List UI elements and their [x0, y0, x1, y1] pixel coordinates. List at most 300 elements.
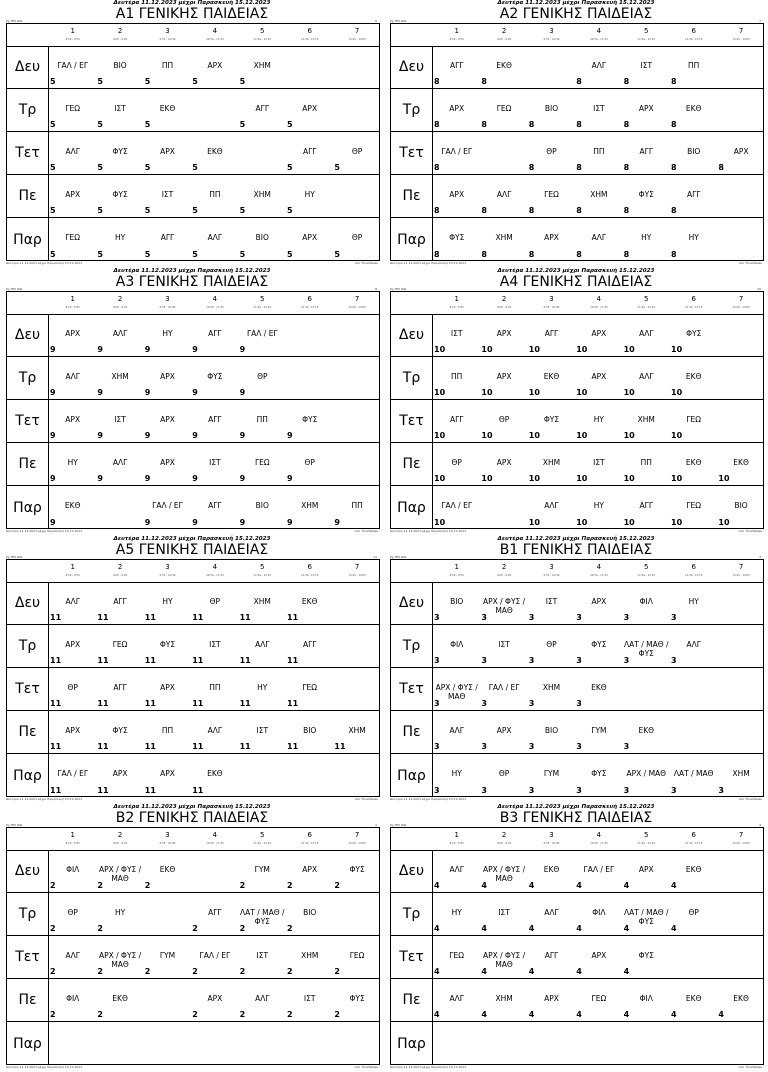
- lesson-cell[interactable]: [670, 893, 717, 935]
- lesson-cell[interactable]: [528, 443, 575, 485]
- lesson-cell[interactable]: [333, 486, 380, 529]
- lesson-cell[interactable]: [433, 711, 480, 753]
- lesson-cell[interactable]: [333, 711, 380, 753]
- lesson-cell[interactable]: [49, 582, 96, 624]
- class-title: Β3 ΓΕΝΙΚΗΣ ΠΑΙΔΕΙΑΣ: [499, 810, 653, 826]
- class-number: 11: [50, 656, 62, 665]
- lesson-cell[interactable]: [49, 850, 96, 892]
- lesson-cell[interactable]: [528, 175, 575, 217]
- lesson-cell[interactable]: [144, 668, 191, 710]
- lesson-cell[interactable]: [433, 89, 480, 131]
- lesson-cell[interactable]: [144, 443, 191, 485]
- lesson-cell[interactable]: [623, 936, 670, 978]
- period-header-cell: [528, 828, 575, 850]
- lesson-cell[interactable]: [670, 979, 717, 1021]
- lesson-cell[interactable]: [49, 936, 96, 978]
- period-header: [7, 24, 379, 47]
- lesson-cell[interactable]: [670, 218, 717, 261]
- lesson-cell[interactable]: [191, 46, 238, 88]
- lesson-cell[interactable]: [623, 582, 670, 624]
- lesson-cell[interactable]: [528, 754, 575, 797]
- lesson-subject: ΑΡΧ: [449, 104, 465, 114]
- class-number: 4: [481, 967, 487, 976]
- lesson-cell[interactable]: [239, 711, 286, 753]
- lesson-cell[interactable]: [144, 400, 191, 442]
- day-row: [391, 175, 763, 218]
- lesson-subject: ΑΡΧ: [65, 190, 81, 200]
- lesson-cell[interactable]: [575, 582, 622, 624]
- lesson-cell[interactable]: [239, 314, 286, 356]
- lesson-cell[interactable]: [191, 668, 238, 710]
- lesson-cell[interactable]: [717, 979, 764, 1021]
- lesson-cell[interactable]: [286, 486, 333, 529]
- day-row: [391, 132, 763, 175]
- lesson-cell[interactable]: [49, 314, 96, 356]
- lesson-cell[interactable]: [96, 89, 143, 131]
- lesson-cell[interactable]: [286, 668, 333, 710]
- lesson-cell[interactable]: [575, 314, 622, 356]
- class-number: 8: [481, 120, 487, 129]
- lesson-cell[interactable]: [575, 893, 622, 935]
- lesson-cell[interactable]: [623, 400, 670, 442]
- lesson-cell[interactable]: [480, 893, 527, 935]
- lesson-cell[interactable]: [480, 711, 527, 753]
- lesson-cell[interactable]: [96, 218, 143, 261]
- lesson-cell[interactable]: [717, 486, 764, 529]
- lesson-cell[interactable]: [575, 754, 622, 797]
- lesson-cell[interactable]: [480, 218, 527, 261]
- lesson-cell[interactable]: [670, 486, 717, 529]
- class-number: 9: [287, 518, 293, 527]
- lesson-cell[interactable]: [286, 582, 333, 624]
- lesson-cell[interactable]: [670, 46, 717, 88]
- lesson-cell[interactable]: [480, 754, 527, 797]
- lesson-cell[interactable]: [433, 625, 480, 667]
- lesson-subject: ΠΠ: [256, 415, 268, 425]
- lesson-cell[interactable]: [96, 668, 143, 710]
- lesson-cell[interactable]: [49, 400, 96, 442]
- lesson-cell[interactable]: [286, 400, 333, 442]
- lesson-cell[interactable]: [528, 582, 575, 624]
- lesson-cell[interactable]: [623, 357, 670, 399]
- lesson-cell[interactable]: [433, 175, 480, 217]
- class-number: 10: [576, 345, 588, 354]
- lesson-cell[interactable]: [286, 850, 333, 892]
- lesson-cell[interactable]: [433, 218, 480, 261]
- lesson-cell[interactable]: [623, 711, 670, 753]
- lesson-cell[interactable]: [433, 979, 480, 1021]
- lesson-cell[interactable]: [239, 89, 286, 131]
- lesson-cell[interactable]: [49, 89, 96, 131]
- lesson-cell[interactable]: [333, 850, 380, 892]
- lesson-subject: ΦΥΣ: [686, 329, 702, 339]
- timetable-sheet: [3, 804, 381, 1072]
- lesson-subject: ΒΙΟ: [450, 597, 464, 607]
- lesson-cell[interactable]: [433, 46, 480, 88]
- lesson-cell[interactable]: [433, 893, 480, 935]
- lesson-cell[interactable]: [528, 132, 575, 174]
- lesson-cell[interactable]: [144, 936, 191, 978]
- lesson-cell[interactable]: [191, 979, 238, 1021]
- lesson-cell[interactable]: [96, 443, 143, 485]
- lesson-cell[interactable]: [239, 893, 286, 935]
- lesson-cell[interactable]: [433, 314, 480, 356]
- class-number: 10: [481, 388, 493, 397]
- lesson-cell[interactable]: [670, 314, 717, 356]
- lesson-cell[interactable]: [191, 582, 238, 624]
- lesson-cell[interactable]: [433, 443, 480, 485]
- lesson-cell[interactable]: [670, 582, 717, 624]
- lesson-cell[interactable]: [144, 711, 191, 753]
- lesson-cell[interactable]: [239, 443, 286, 485]
- lesson-cell[interactable]: [191, 132, 238, 174]
- footer-software: aSc TimeTables: [354, 797, 378, 801]
- lesson-cell[interactable]: [528, 893, 575, 935]
- lesson-cell[interactable]: [333, 979, 380, 1021]
- lesson-cell[interactable]: [670, 850, 717, 892]
- lesson-cell[interactable]: [96, 936, 143, 978]
- day-label: Τρ: [7, 89, 49, 131]
- lesson-cell[interactable]: [528, 218, 575, 261]
- lesson-cell[interactable]: [96, 711, 143, 753]
- lesson-subject: ΓΕΩ: [65, 104, 81, 114]
- lesson-cell[interactable]: [575, 936, 622, 978]
- lesson-cell[interactable]: [144, 218, 191, 261]
- period-time: 9:00 - 9:45: [496, 38, 512, 41]
- lesson-cell[interactable]: [96, 979, 143, 1021]
- lesson-cell[interactable]: [239, 625, 286, 667]
- lesson-subject: ΓΥΜ: [159, 951, 176, 961]
- class-number: 3: [481, 699, 487, 708]
- lesson-cell[interactable]: [191, 711, 238, 753]
- lesson-cell[interactable]: [96, 582, 143, 624]
- lesson-cell[interactable]: [623, 893, 670, 935]
- lesson-cell[interactable]: [623, 218, 670, 261]
- lesson-cell[interactable]: [623, 979, 670, 1021]
- lesson-cell[interactable]: [433, 400, 480, 442]
- class-number: 4: [623, 881, 630, 890]
- lesson-subject: ΓΕΩ: [112, 640, 128, 650]
- lesson-cell[interactable]: [575, 625, 622, 667]
- lesson-cell[interactable]: [575, 357, 622, 399]
- class-number: 2: [239, 1010, 246, 1019]
- lesson-cell[interactable]: [528, 486, 575, 529]
- lesson-cell[interactable]: [96, 46, 143, 88]
- lesson-cell[interactable]: [49, 218, 96, 261]
- lesson-cell[interactable]: [191, 936, 238, 978]
- lesson-cell[interactable]: [144, 754, 191, 797]
- lesson-cell[interactable]: [433, 486, 480, 529]
- lesson-cell[interactable]: [49, 132, 96, 174]
- lesson-cell[interactable]: [433, 668, 480, 710]
- lesson-cell[interactable]: [623, 132, 670, 174]
- class-number: 11: [97, 786, 109, 795]
- lesson-cell[interactable]: [191, 486, 238, 529]
- lesson-cell[interactable]: [49, 486, 96, 529]
- lesson-cell[interactable]: [49, 893, 96, 935]
- lesson-cell[interactable]: [717, 132, 764, 174]
- lesson-cell[interactable]: [286, 218, 333, 261]
- lesson-cell[interactable]: [433, 754, 480, 797]
- lesson-cell[interactable]: [433, 936, 480, 978]
- lesson-cell[interactable]: [191, 218, 238, 261]
- lesson-cell[interactable]: [528, 400, 575, 442]
- lesson-cell[interactable]: [575, 711, 622, 753]
- lesson-cell[interactable]: [575, 46, 622, 88]
- class-number: 8: [528, 206, 535, 215]
- period-number: 6: [691, 295, 696, 303]
- lesson-cell[interactable]: [528, 979, 575, 1021]
- lesson-cell[interactable]: [333, 132, 380, 174]
- lesson-cell[interactable]: [144, 89, 191, 131]
- lesson-cell[interactable]: [623, 754, 670, 797]
- class-number: 9: [287, 431, 293, 440]
- lesson-cell[interactable]: [623, 443, 670, 485]
- lesson-cell[interactable]: [575, 218, 622, 261]
- lesson-cell[interactable]: [575, 89, 622, 131]
- class-number: 2: [192, 1010, 198, 1019]
- lesson-cell[interactable]: [575, 850, 622, 892]
- lesson-subject: ΦΥΣ: [449, 233, 465, 243]
- lesson-cell[interactable]: [49, 46, 96, 88]
- class-number: 4: [528, 1010, 535, 1019]
- lesson-cell[interactable]: [96, 850, 143, 892]
- lesson-cell[interactable]: [49, 357, 96, 399]
- lesson-cell[interactable]: [239, 936, 286, 978]
- lesson-cell[interactable]: [49, 443, 96, 485]
- lesson-cell[interactable]: [49, 625, 96, 667]
- day-row: [391, 936, 763, 979]
- lesson-cell[interactable]: [239, 175, 286, 217]
- lesson-cell[interactable]: [239, 582, 286, 624]
- week-subtitle: Δευτέρα 11.12.2023 μέχρι Παρασκευή 15.12.2023: [113, 0, 271, 6]
- class-number: 8: [576, 120, 582, 129]
- lesson-cell[interactable]: [49, 711, 96, 753]
- period-time: 8:10 - 8:55: [449, 842, 464, 845]
- lesson-cell[interactable]: [670, 400, 717, 442]
- class-title: Α1 ΓΕΝΙΚΗΣ ΠΑΙΔΕΙΑΣ: [115, 6, 269, 22]
- lesson-cell[interactable]: [433, 582, 480, 624]
- lesson-cell[interactable]: [144, 175, 191, 217]
- lesson-cell[interactable]: [480, 625, 527, 667]
- lesson-cell[interactable]: [286, 625, 333, 667]
- lesson-cell[interactable]: [480, 443, 527, 485]
- lesson-cell[interactable]: [96, 400, 143, 442]
- lesson-cell[interactable]: [144, 357, 191, 399]
- lesson-cell[interactable]: [144, 314, 191, 356]
- lesson-cell[interactable]: [480, 582, 527, 624]
- period-number: 6: [307, 295, 312, 303]
- lesson-subject: ΑΓΓ: [544, 951, 559, 961]
- lesson-cell[interactable]: [717, 443, 764, 485]
- lesson-cell[interactable]: [49, 175, 96, 217]
- lesson-cell[interactable]: [623, 314, 670, 356]
- timetable-sheet: [387, 268, 765, 536]
- lesson-cell[interactable]: [623, 625, 670, 667]
- lesson-subject: ΗΥ: [451, 769, 462, 779]
- lesson-cell[interactable]: [286, 936, 333, 978]
- lesson-cell[interactable]: [144, 132, 191, 174]
- lesson-cell[interactable]: [239, 979, 286, 1021]
- lesson-cell[interactable]: [528, 850, 575, 892]
- class-number: 11: [144, 613, 156, 622]
- lesson-cell[interactable]: [480, 46, 527, 88]
- lesson-subject: ΓΥΜ: [543, 769, 560, 779]
- lesson-cell[interactable]: [480, 175, 527, 217]
- class-number: 9: [50, 431, 56, 440]
- lesson-cell[interactable]: [239, 400, 286, 442]
- lesson-cell[interactable]: [528, 357, 575, 399]
- lesson-subject: ΠΠ: [209, 683, 221, 693]
- lesson-cell[interactable]: [670, 625, 717, 667]
- lesson-cell[interactable]: [670, 89, 717, 131]
- lesson-cell[interactable]: [480, 979, 527, 1021]
- lesson-cell[interactable]: [96, 625, 143, 667]
- lesson-cell[interactable]: [623, 486, 670, 529]
- lesson-cell[interactable]: [433, 132, 480, 174]
- lesson-subject: ΦΥΣ: [349, 865, 365, 875]
- lesson-subject: ΙΣΤ: [303, 994, 316, 1004]
- lesson-cell[interactable]: [528, 314, 575, 356]
- lesson-cell[interactable]: [286, 893, 333, 935]
- lesson-cell[interactable]: [670, 754, 717, 797]
- lesson-cell[interactable]: [96, 357, 143, 399]
- lesson-subject: ΧΗΜ: [495, 233, 513, 243]
- lesson-cell[interactable]: [528, 936, 575, 978]
- period-number: 3: [165, 27, 170, 35]
- lesson-cell[interactable]: [575, 486, 622, 529]
- lesson-subject: ΓΑΛ / ΕΓ: [583, 865, 615, 875]
- lesson-cell[interactable]: [191, 443, 238, 485]
- class-number: 9: [144, 431, 151, 440]
- lesson-cell[interactable]: [96, 314, 143, 356]
- class-number: 5: [97, 206, 103, 215]
- lesson-cell[interactable]: [96, 132, 143, 174]
- lesson-cell[interactable]: [575, 175, 622, 217]
- lesson-cell[interactable]: [575, 400, 622, 442]
- lesson-cell[interactable]: [717, 754, 764, 797]
- lesson-cell[interactable]: [49, 754, 96, 797]
- lesson-cell[interactable]: [239, 46, 286, 88]
- lesson-cell[interactable]: [623, 850, 670, 892]
- lesson-cell[interactable]: [575, 979, 622, 1021]
- day-label: Τετ: [7, 132, 49, 174]
- class-number: 11: [287, 742, 299, 751]
- day-row: [391, 1022, 763, 1065]
- lesson-cell[interactable]: [286, 711, 333, 753]
- lesson-cell[interactable]: [480, 89, 527, 131]
- lesson-cell[interactable]: [144, 46, 191, 88]
- lesson-cell[interactable]: [239, 357, 286, 399]
- lesson-cell[interactable]: [239, 486, 286, 529]
- lesson-cell[interactable]: [670, 357, 717, 399]
- lesson-cell[interactable]: [480, 936, 527, 978]
- lesson-cell[interactable]: [286, 979, 333, 1021]
- lesson-cell[interactable]: [670, 132, 717, 174]
- lesson-cell[interactable]: [480, 357, 527, 399]
- lesson-cell[interactable]: [286, 132, 333, 174]
- period-number: 5: [644, 27, 649, 35]
- lesson-cell[interactable]: [480, 314, 527, 356]
- lesson-subject: ΕΚΘ: [496, 61, 512, 71]
- lesson-cell[interactable]: [239, 218, 286, 261]
- lesson-subject: ΗΥ: [593, 415, 604, 425]
- lesson-cell[interactable]: [433, 850, 480, 892]
- lesson-cell[interactable]: [191, 625, 238, 667]
- lesson-subject: ΕΚΘ: [638, 726, 655, 736]
- lesson-cell[interactable]: [528, 711, 575, 753]
- class-number: 5: [239, 206, 246, 215]
- lesson-cell[interactable]: [623, 46, 670, 88]
- lesson-cell[interactable]: [480, 668, 527, 710]
- lesson-cell[interactable]: [670, 175, 717, 217]
- lesson-cell[interactable]: [528, 89, 575, 131]
- lesson-cell[interactable]: [575, 668, 622, 710]
- lesson-subject: ΘΡ: [209, 597, 221, 607]
- period-header-cell: [433, 560, 480, 582]
- lesson-cell[interactable]: [623, 175, 670, 217]
- lesson-cell[interactable]: [144, 486, 191, 529]
- lesson-cell[interactable]: [239, 850, 286, 892]
- lesson-cell[interactable]: [49, 979, 96, 1021]
- day-label: Πε: [391, 711, 433, 753]
- lesson-cell[interactable]: [528, 668, 575, 710]
- period-number: 5: [260, 831, 265, 839]
- class-number: 11: [50, 786, 62, 795]
- week-subtitle: Δευτέρα 11.12.2023 μέχρι Παρασκευή 15.12.2023: [113, 268, 271, 274]
- lesson-cell[interactable]: [191, 400, 238, 442]
- lesson-cell[interactable]: [191, 175, 238, 217]
- lesson-cell[interactable]: [333, 218, 380, 261]
- lesson-subject: ΦΥΣ: [302, 415, 318, 425]
- class-number: 8: [434, 163, 440, 172]
- class-number: 11: [50, 742, 62, 751]
- lesson-cell[interactable]: [433, 357, 480, 399]
- lesson-cell[interactable]: [191, 893, 238, 935]
- lesson-cell[interactable]: [96, 893, 143, 935]
- lesson-cell[interactable]: [286, 89, 333, 131]
- lesson-cell[interactable]: [670, 443, 717, 485]
- lesson-cell[interactable]: [286, 175, 333, 217]
- lesson-cell[interactable]: [144, 582, 191, 624]
- lesson-cell[interactable]: [144, 850, 191, 892]
- day-row: [391, 625, 763, 668]
- lesson-cell[interactable]: [191, 357, 238, 399]
- lesson-cell[interactable]: [144, 625, 191, 667]
- lesson-cell[interactable]: [191, 314, 238, 356]
- class-number: 4: [576, 967, 582, 976]
- lesson-cell[interactable]: [623, 89, 670, 131]
- lesson-cell[interactable]: [191, 754, 238, 797]
- lesson-cell[interactable]: [528, 625, 575, 667]
- class-number: 9: [97, 474, 103, 483]
- footer-date-range: Δευτέρα 11.12.2023 μέχρι Παρασκευή 15.12.2023: [390, 797, 467, 801]
- lesson-cell[interactable]: [96, 754, 143, 797]
- day-label: Πε: [391, 979, 433, 1021]
- lesson-cell[interactable]: [286, 443, 333, 485]
- lesson-cell[interactable]: [239, 668, 286, 710]
- lesson-cell[interactable]: [49, 668, 96, 710]
- lesson-cell[interactable]: [333, 936, 380, 978]
- lesson-cell[interactable]: [480, 400, 527, 442]
- class-number: 5: [97, 77, 103, 86]
- period-time: 12:30 - 13:15: [300, 842, 319, 845]
- lesson-cell[interactable]: [480, 850, 527, 892]
- lesson-cell[interactable]: [575, 443, 622, 485]
- lesson-cell[interactable]: [575, 132, 622, 174]
- lesson-cell[interactable]: [96, 175, 143, 217]
- lesson-subject: ΓΑΛ / ΕΓ: [441, 147, 473, 157]
